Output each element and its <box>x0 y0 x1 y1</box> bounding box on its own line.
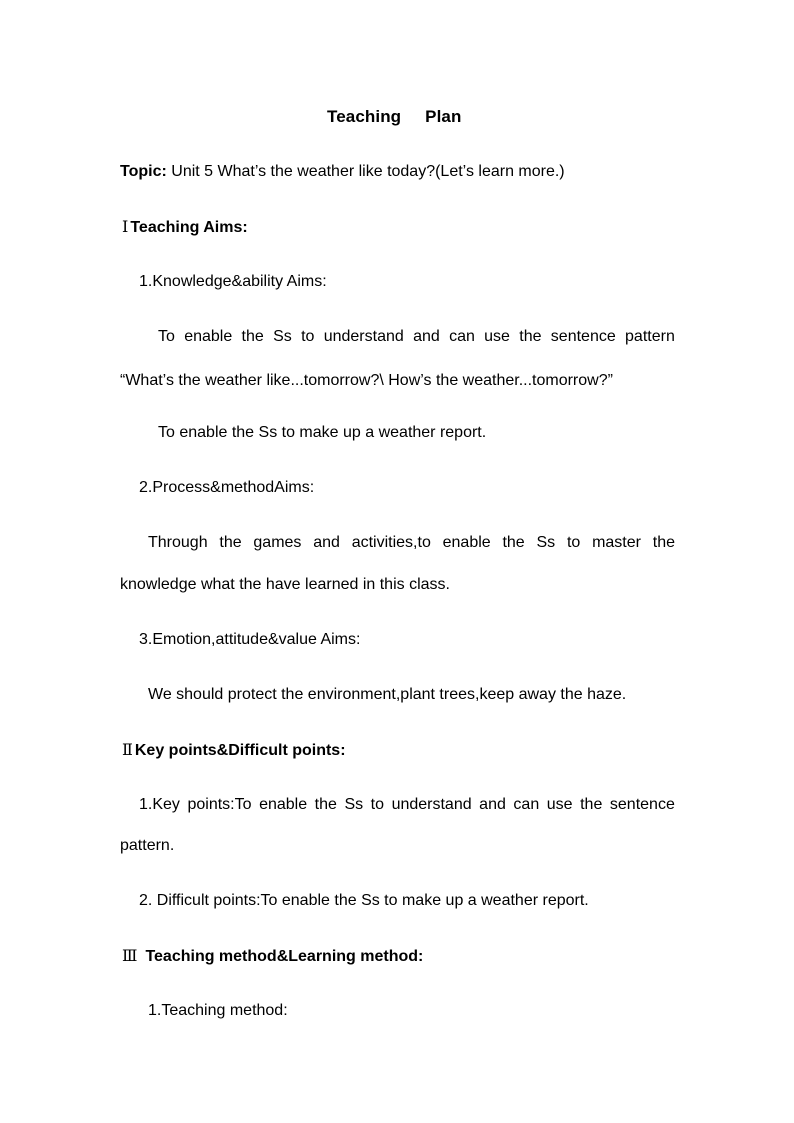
section-2-item-1-line-2: pattern. <box>120 837 175 854</box>
section-2-heading <box>122 739 346 762</box>
section-1-item-1-para-2: To enable the Ss to make up a weather report. <box>158 424 487 441</box>
section-1-item-1-para-1-line-1: To enable the Ss to understand and can use the sentence pattern <box>158 328 675 345</box>
topic-line <box>120 161 565 183</box>
title-word-2: Plan <box>425 107 462 126</box>
section-2-item-2: 2. Difficult points:To enable the Ss to make up a weather report. <box>139 892 589 909</box>
section-1-item-2-heading: 2.Process&methodAims: <box>139 479 315 496</box>
section-1-heading <box>122 216 248 239</box>
section-3-numeral: Ⅲ <box>122 946 138 965</box>
section-1-title: Teaching Aims: <box>130 219 248 236</box>
section-3-title: Teaching method&Learning method: <box>145 948 424 965</box>
section-1-item-2-para-line-2: knowledge what the have learned in this class. <box>120 576 450 593</box>
section-1-item-1-para-1-line-2: “What’s the weather like...tomorrow?\ How’s the weather...tomorrow?” <box>120 372 613 389</box>
section-1-numeral: Ⅰ <box>122 217 129 236</box>
section-1-item-1-heading: 1.Knowledge&ability Aims: <box>139 273 327 290</box>
document-title <box>327 106 461 128</box>
section-2-item-1-line-1: 1.Key points:To enable the Ss to understand and can use the sentence <box>139 796 675 813</box>
topic-value: Unit 5 What’s the weather like today?(Let’s learn more.) <box>166 163 565 180</box>
topic-label: Topic: <box>120 163 167 180</box>
section-1-item-3-heading: 3.Emotion,attitude&value Aims: <box>139 631 361 648</box>
section-3-heading <box>122 945 423 968</box>
section-3-item-1-heading: 1.Teaching method: <box>148 1002 288 1019</box>
section-1-item-3-para: We should protect the environment,plant trees,keep away the haze. <box>148 686 627 703</box>
section-1-item-2-para-line-1: Through the games and activities,to enable the Ss to master the <box>148 534 675 551</box>
section-2-title: Key points&Difficult points: <box>134 742 346 759</box>
title-word-1: Teaching <box>327 107 402 126</box>
section-2-numeral: Ⅱ <box>122 740 133 759</box>
